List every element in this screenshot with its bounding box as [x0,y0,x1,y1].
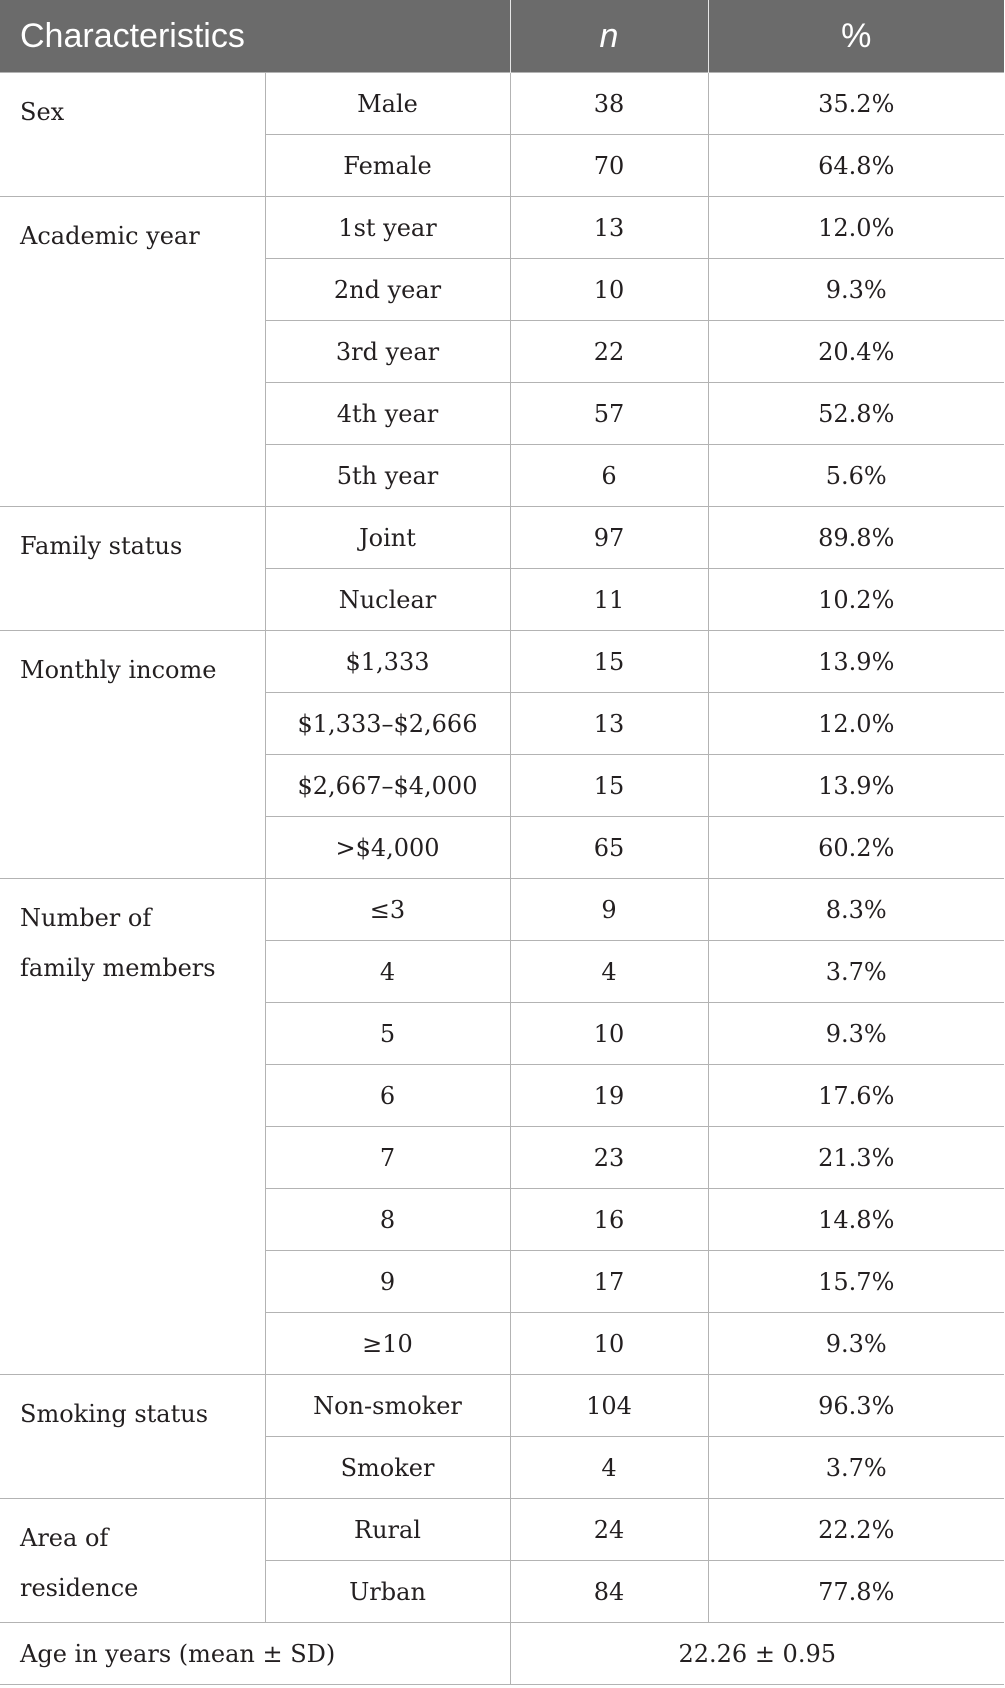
table-row [0,73,1004,135]
table-row [0,197,1004,259]
header-n: n [510,0,708,73]
percent-cell: 89.8% [708,507,1004,569]
percent-cell: 9.3% [708,1003,1004,1065]
count-cell: 9 [510,879,708,941]
count-cell: 97 [510,507,708,569]
header-row [0,0,1004,73]
subcategory-cell: Non-smoker [265,1375,510,1437]
subcategory-cell: Urban [265,1561,510,1623]
subcategory-cell: Smoker [265,1437,510,1499]
subcategory-cell: $1,333 [265,631,510,693]
count-cell: 19 [510,1065,708,1127]
percent-cell: 21.3% [708,1127,1004,1189]
header-percent: % [708,0,1004,73]
subcategory-cell: 9 [265,1251,510,1313]
subcategory-cell: >$4,000 [265,817,510,879]
count-cell: 6 [510,445,708,507]
subcategory-cell: ≥10 [265,1313,510,1375]
table-header [0,0,1004,73]
table-row [0,1499,1004,1561]
subcategory-cell: 8 [265,1189,510,1251]
count-cell: 10 [510,1003,708,1065]
table-row [0,507,1004,569]
subcategory-cell: 4 [265,941,510,1003]
count-cell: 4 [510,1437,708,1499]
subcategory-cell: Nuclear [265,569,510,631]
count-cell: 65 [510,817,708,879]
percent-cell: 20.4% [708,321,1004,383]
subcategory-cell: 2nd year [265,259,510,321]
percent-cell: 3.7% [708,941,1004,1003]
count-cell: 22 [510,321,708,383]
subcategory-cell: Male [265,73,510,135]
header-characteristics: Characteristics [0,0,510,73]
age-label: Age in years (mean ± SD) [0,1623,510,1685]
percent-cell: 96.3% [708,1375,1004,1437]
count-cell: 13 [510,197,708,259]
count-cell: 10 [510,1313,708,1375]
subcategory-cell: 5 [265,1003,510,1065]
subcategory-cell: 6 [265,1065,510,1127]
percent-cell: 12.0% [708,693,1004,755]
count-cell: 10 [510,259,708,321]
group-label: Monthly income [0,631,265,879]
count-cell: 104 [510,1375,708,1437]
percent-cell: 10.2% [708,569,1004,631]
count-cell: 16 [510,1189,708,1251]
age-row [0,1623,1004,1685]
subcategory-cell: 7 [265,1127,510,1189]
group-label: Family status [0,507,265,631]
count-cell: 38 [510,73,708,135]
percent-cell: 9.3% [708,1313,1004,1375]
percent-cell: 64.8% [708,135,1004,197]
subcategory-cell: Female [265,135,510,197]
table-row [0,879,1004,941]
group-label: Area of residence [0,1499,265,1623]
group-label: Academic year [0,197,265,507]
percent-cell: 8.3% [708,879,1004,941]
percent-cell: 17.6% [708,1065,1004,1127]
subcategory-cell: 4th year [265,383,510,445]
count-cell: 84 [510,1561,708,1623]
count-cell: 23 [510,1127,708,1189]
percent-cell: 15.7% [708,1251,1004,1313]
percent-cell: 77.8% [708,1561,1004,1623]
count-cell: 15 [510,755,708,817]
subcategory-cell: 3rd year [265,321,510,383]
subcategory-cell: Joint [265,507,510,569]
percent-cell: 60.2% [708,817,1004,879]
count-cell: 70 [510,135,708,197]
table-row [0,631,1004,693]
count-cell: 13 [510,693,708,755]
percent-cell: 35.2% [708,73,1004,135]
percent-cell: 12.0% [708,197,1004,259]
count-cell: 17 [510,1251,708,1313]
subcategory-cell: 5th year [265,445,510,507]
subcategory-cell: $2,667–$4,000 [265,755,510,817]
percent-cell: 13.9% [708,631,1004,693]
count-cell: 11 [510,569,708,631]
group-label: Number of family members [0,879,265,1375]
percent-cell: 5.6% [708,445,1004,507]
percent-cell: 3.7% [708,1437,1004,1499]
group-label: Sex [0,73,265,197]
subcategory-cell: Rural [265,1499,510,1561]
count-cell: 4 [510,941,708,1003]
percent-cell: 9.3% [708,259,1004,321]
count-cell: 57 [510,383,708,445]
percent-cell: 14.8% [708,1189,1004,1251]
subcategory-cell: ≤3 [265,879,510,941]
percent-cell: 22.2% [708,1499,1004,1561]
age-value: 22.26 ± 0.95 [510,1623,1004,1685]
table-body [0,73,1004,1623]
group-label: Smoking status [0,1375,265,1499]
table-row [0,1375,1004,1437]
subcategory-cell: $1,333–$2,666 [265,693,510,755]
count-cell: 15 [510,631,708,693]
subcategory-cell: 1st year [265,197,510,259]
percent-cell: 13.9% [708,755,1004,817]
count-cell: 24 [510,1499,708,1561]
table-footer [0,1623,1004,1685]
percent-cell: 52.8% [708,383,1004,445]
